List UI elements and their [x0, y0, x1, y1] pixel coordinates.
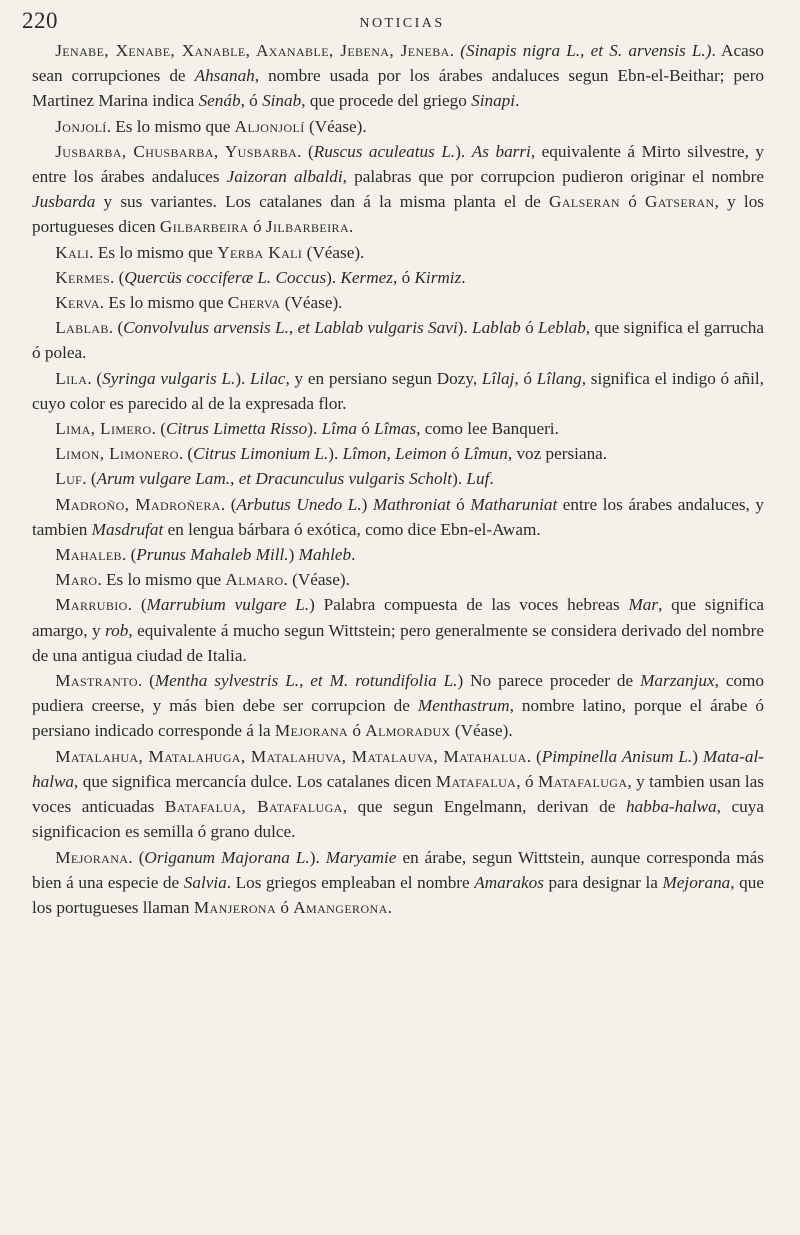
- entry-paragraph: [32, 114, 764, 139]
- entry-text: , cuya significacion es semilla ó grano dulce.: [32, 797, 765, 842]
- entry-text: ).: [309, 847, 326, 867]
- entry-term: Kermes: [55, 267, 111, 287]
- entry-term: Kali: [55, 242, 90, 262]
- italic-term: Lîmon, Leimon: [342, 444, 447, 464]
- entry-term: Cherva: [227, 293, 281, 313]
- italic-term: Mahleb: [298, 545, 352, 565]
- entry-text: ó: [446, 444, 464, 464]
- entry-paragraph: [32, 492, 764, 542]
- italic-term: Luf: [466, 469, 490, 489]
- entry-text: , nombre latino, porque el árabe ó persiano indicado corresponde á la: [32, 696, 765, 741]
- italic-term: As barri: [471, 141, 531, 161]
- italic-term: Maryamie: [325, 847, 397, 867]
- italic-term: rob: [105, 620, 129, 640]
- entry-term: Aljonjolí: [234, 116, 305, 136]
- entry-text: . (: [110, 267, 125, 287]
- entry-text: ).: [326, 267, 341, 287]
- italic-term: Lablab: [472, 318, 521, 338]
- entry-text: . (: [87, 368, 103, 388]
- entry-text: .: [461, 267, 466, 287]
- entry-text: . (: [178, 444, 194, 464]
- entry-paragraph: [32, 466, 764, 491]
- entry-text: . (: [82, 469, 97, 489]
- entry-term: Almaro: [225, 570, 284, 590]
- entry-text: .: [351, 545, 356, 565]
- entry-term: Amangerona: [293, 897, 388, 917]
- entry-text: . (: [297, 141, 314, 161]
- entry-term: Jilbarbeira: [265, 217, 350, 237]
- entry-term: Matafaluga: [537, 771, 628, 791]
- entry-text: , significa el indigo ó añil, cuyo color es parecido al de la expresada flor.: [32, 368, 764, 413]
- entry-text: . (: [128, 847, 145, 867]
- italic-term: Convolvulus arvensis L., et Lablab vulgaris Savi: [123, 318, 458, 338]
- italic-term: Mar: [628, 595, 659, 615]
- entry-term: Madroño, Madroñera: [55, 494, 221, 514]
- italic-term: Mentha sylvestris L., et M. rotundifolia L.: [154, 671, 458, 691]
- entry-text: ): [288, 545, 299, 565]
- entry-text: , que significa el garrucha ó polea.: [32, 318, 764, 363]
- entry-text: , y en persiano segun Dozy,: [285, 368, 482, 388]
- entry-term: Jenabe, Xenabe, Xanable, Axanable, Jebena, Jeneba: [55, 41, 450, 60]
- italic-term: habba-halwa: [625, 797, 717, 817]
- page-header: [22, 8, 782, 42]
- entry-term: Kerva: [55, 293, 100, 313]
- italic-term: Lîlaj: [481, 368, 515, 388]
- entry-text: . Es lo mismo que: [89, 242, 218, 262]
- italic-term: Arum vulgare Lam., et Dracunculus vulgaris Scholt: [96, 469, 453, 489]
- entry-term: Marrubio: [55, 595, 128, 615]
- entry-text: . (: [137, 671, 155, 691]
- italic-term: Citrus Limetta Risso: [165, 419, 308, 439]
- entry-term: Batafalua, Batafaluga: [164, 797, 343, 817]
- entry-text: . Los griegos empleaban el nombre: [226, 872, 475, 892]
- entry-text: ó: [356, 419, 375, 439]
- entry-term: Mastranto: [55, 671, 138, 691]
- italic-term: Masdrufat: [91, 519, 164, 539]
- entry-text: . (: [108, 318, 124, 338]
- entry-term: Yerba Kali: [217, 242, 303, 262]
- entry-paragraph: [32, 416, 764, 441]
- italic-term: Marrubium vulgare L.: [146, 595, 310, 615]
- entry-text: .: [349, 217, 354, 237]
- entry-text: , voz persiana.: [507, 444, 608, 464]
- entry-text: , ó: [240, 91, 263, 111]
- entry-paragraph: [32, 38, 764, 114]
- entry-term: Lila: [55, 368, 88, 388]
- entry-term: Jonjolí: [55, 116, 107, 136]
- entry-term: Maro: [55, 570, 98, 590]
- italic-term: Jaizoran albaldi: [226, 167, 343, 187]
- entry-text: (Véase).: [280, 293, 343, 313]
- entry-text: , nombre usada por los árabes andaluces segun Ebn-el-Beithar; pero Martinez Marina indica: [32, 66, 765, 111]
- entry-text: . (: [127, 595, 147, 615]
- italic-term: Lîma: [321, 419, 357, 439]
- entry-text: .: [489, 469, 494, 489]
- entry-term: Matalahua, Matalahuga, Matalahuva, Matalauva, Matahalua: [55, 746, 527, 766]
- entry-term: Lablab: [55, 318, 109, 338]
- entry-text: .: [387, 897, 392, 917]
- entry-term: Mejorana: [274, 721, 349, 741]
- italic-term: Ahsanah: [194, 66, 255, 86]
- entry-text: ): [361, 494, 373, 514]
- italic-term: Ruscus aculeatus L.: [313, 141, 456, 161]
- italic-term: Mathroniat: [372, 494, 451, 514]
- entry-text: ).: [307, 419, 322, 439]
- entry-text: .: [449, 41, 461, 60]
- entry-text: , como lee Banqueri.: [416, 419, 559, 439]
- entry-text: ó: [619, 192, 645, 212]
- entry-text: , ó: [514, 368, 537, 388]
- entry-text: ).: [455, 141, 472, 161]
- entry-text: ó: [248, 217, 266, 237]
- entry-paragraph: [32, 290, 764, 315]
- entry-text: . (: [220, 494, 237, 514]
- entry-paragraph: [32, 315, 764, 365]
- italic-term: Citrus Limonium L.: [193, 444, 329, 464]
- italic-term: Lîmas: [374, 419, 417, 439]
- entry-text: , equivalente á Mirto silvestre, y entre los árabes andaluces: [32, 141, 764, 187]
- entry-text: ).: [452, 469, 467, 489]
- running-head: NOTICIAS: [359, 16, 445, 31]
- entry-term: Lima, Limero: [55, 419, 152, 439]
- entry-text: . (: [121, 545, 137, 565]
- entry-text: (Véase).: [450, 721, 513, 741]
- entry-text: ).: [328, 444, 343, 464]
- entry-text: (Véase).: [302, 242, 365, 262]
- entry-text: entre los árabes andaluces, y tambien: [32, 494, 764, 539]
- entry-term: Limon, Limonero: [55, 444, 179, 464]
- italic-term: Sinab: [262, 91, 302, 111]
- entry-paragraph: [32, 845, 764, 921]
- entry-text: ).: [235, 368, 251, 388]
- italic-term: Senáb: [198, 91, 241, 111]
- entry-term: Mahaleb: [55, 545, 122, 565]
- italic-term: Amarakos: [474, 872, 544, 892]
- italic-term: Jusbarda: [32, 192, 96, 212]
- italic-term: Pimpinella Anisum L.: [541, 746, 693, 766]
- entry-paragraph: [32, 366, 764, 416]
- italic-term: Quercüs cocciferæ L. Coccus: [124, 267, 327, 287]
- entry-text: . (: [526, 746, 542, 766]
- entry-text: . (: [151, 419, 166, 439]
- entry-text: ó: [348, 721, 366, 741]
- entry-text: ó: [276, 897, 294, 917]
- italic-term: Matharuniat: [470, 494, 558, 514]
- italic-term: Leblab: [538, 318, 586, 338]
- entry-text: , que procede del griego: [301, 91, 472, 111]
- entry-text: ó: [520, 318, 539, 338]
- italic-term: Mata-al-halwa: [32, 746, 764, 791]
- entry-text: . Es lo mismo que: [106, 116, 235, 136]
- entry-term: Luf: [55, 469, 83, 489]
- entry-text: ) Palabra compuesta de las voces hebreas: [309, 595, 629, 615]
- entry-term: Matafalua: [435, 771, 517, 791]
- entry-text: y sus variantes. Los catalanes dan á la misma planta el de: [95, 192, 550, 212]
- entry-text: .: [515, 91, 520, 111]
- entry-term: Gilbarbeira: [159, 217, 249, 237]
- italic-term: Menthastrum: [417, 696, 510, 716]
- entry-paragraph: [32, 744, 764, 845]
- italic-term: Kirmiz: [414, 267, 462, 287]
- entry-term: Galseran: [549, 192, 620, 212]
- entry-text: , que los portugueses llaman: [32, 872, 764, 917]
- entry-text: en árabe, segun Wittstein, aunque corresponda más bien á una especie de: [32, 847, 764, 892]
- entry-text: , equivalente á mucho segun Wittstein; pero generalmente se considera derivado del nombre de una antigua ciudad de Italia.: [32, 620, 764, 665]
- italic-term: Origanum Majorana L.: [144, 847, 310, 867]
- entry-text: ).: [457, 318, 473, 338]
- entry-paragraph: [32, 592, 764, 668]
- entry-text: . Es lo mismo que: [99, 293, 228, 313]
- entry-text: en lengua bárbara ó exótica, como dice Ebn-el-Awam.: [163, 519, 541, 539]
- entry-term: Jusbarba, Chusbarba, Yusbarba: [55, 141, 298, 161]
- italic-term: Arbutus Unedo L.: [236, 494, 362, 514]
- italic-term: (Sinapis nigra L., et S. arvensis L.): [460, 41, 712, 60]
- entry-paragraph: [32, 567, 764, 592]
- entry-text: , ó: [392, 267, 415, 287]
- entry-paragraph: [32, 240, 764, 265]
- italic-term: Lîmun: [463, 444, 508, 464]
- entry-paragraph: [32, 139, 764, 240]
- entry-term: Mejorana: [55, 847, 129, 867]
- italic-term: Kermez: [340, 267, 393, 287]
- entry-text: . Es lo mismo que: [97, 570, 226, 590]
- italic-term: Lilac: [250, 368, 286, 388]
- entry-term: Almoradux: [365, 721, 451, 741]
- entry-term: Manjerona: [193, 897, 277, 917]
- entry-text: (Véase).: [304, 116, 367, 136]
- entry-text: para designar la: [543, 872, 663, 892]
- entry-text: , ó: [516, 771, 538, 791]
- entry-text: . Acaso sean corrupciones de: [32, 41, 764, 86]
- entry-paragraph: [32, 542, 764, 567]
- italic-term: Syringa vulgaris L.: [102, 368, 236, 388]
- page-number: 220: [22, 8, 58, 33]
- entry-text: , que significa mercancía dulce. Los catalanes dicen: [74, 771, 436, 791]
- italic-term: Marzanjux: [640, 671, 715, 691]
- entry-text: , que significa amargo, y: [32, 595, 764, 640]
- entry-text: ó: [450, 494, 471, 514]
- glossary-entries: [32, 38, 764, 920]
- italic-term: Sinapi: [471, 91, 516, 111]
- italic-term: Prunus Mahaleb Mill.: [136, 545, 289, 565]
- entry-text: , y los portugueses dicen: [32, 192, 764, 237]
- entry-text: ): [692, 746, 703, 766]
- italic-term: Lîlang: [536, 368, 582, 388]
- italic-term: Mejorana: [662, 872, 731, 892]
- entry-text: ) No parece proceder de: [457, 671, 641, 691]
- entry-text: , como pudiera creerse, y más bien debe ser corrupcion de: [32, 671, 765, 716]
- entry-text: , palabras que por corrupcion pudieron originar el nombre: [342, 167, 764, 187]
- entry-paragraph: [32, 441, 764, 466]
- entry-term: Gatseran: [645, 192, 715, 212]
- entry-paragraph: [32, 668, 764, 744]
- entry-paragraph: [32, 265, 764, 290]
- entry-text: . (Véase).: [283, 570, 350, 590]
- entry-text: , que segun Engelmann, derivan de: [342, 797, 626, 817]
- italic-term: Salvia: [183, 872, 227, 892]
- entry-text: , y tambien usan las voces anticuadas: [32, 771, 764, 817]
